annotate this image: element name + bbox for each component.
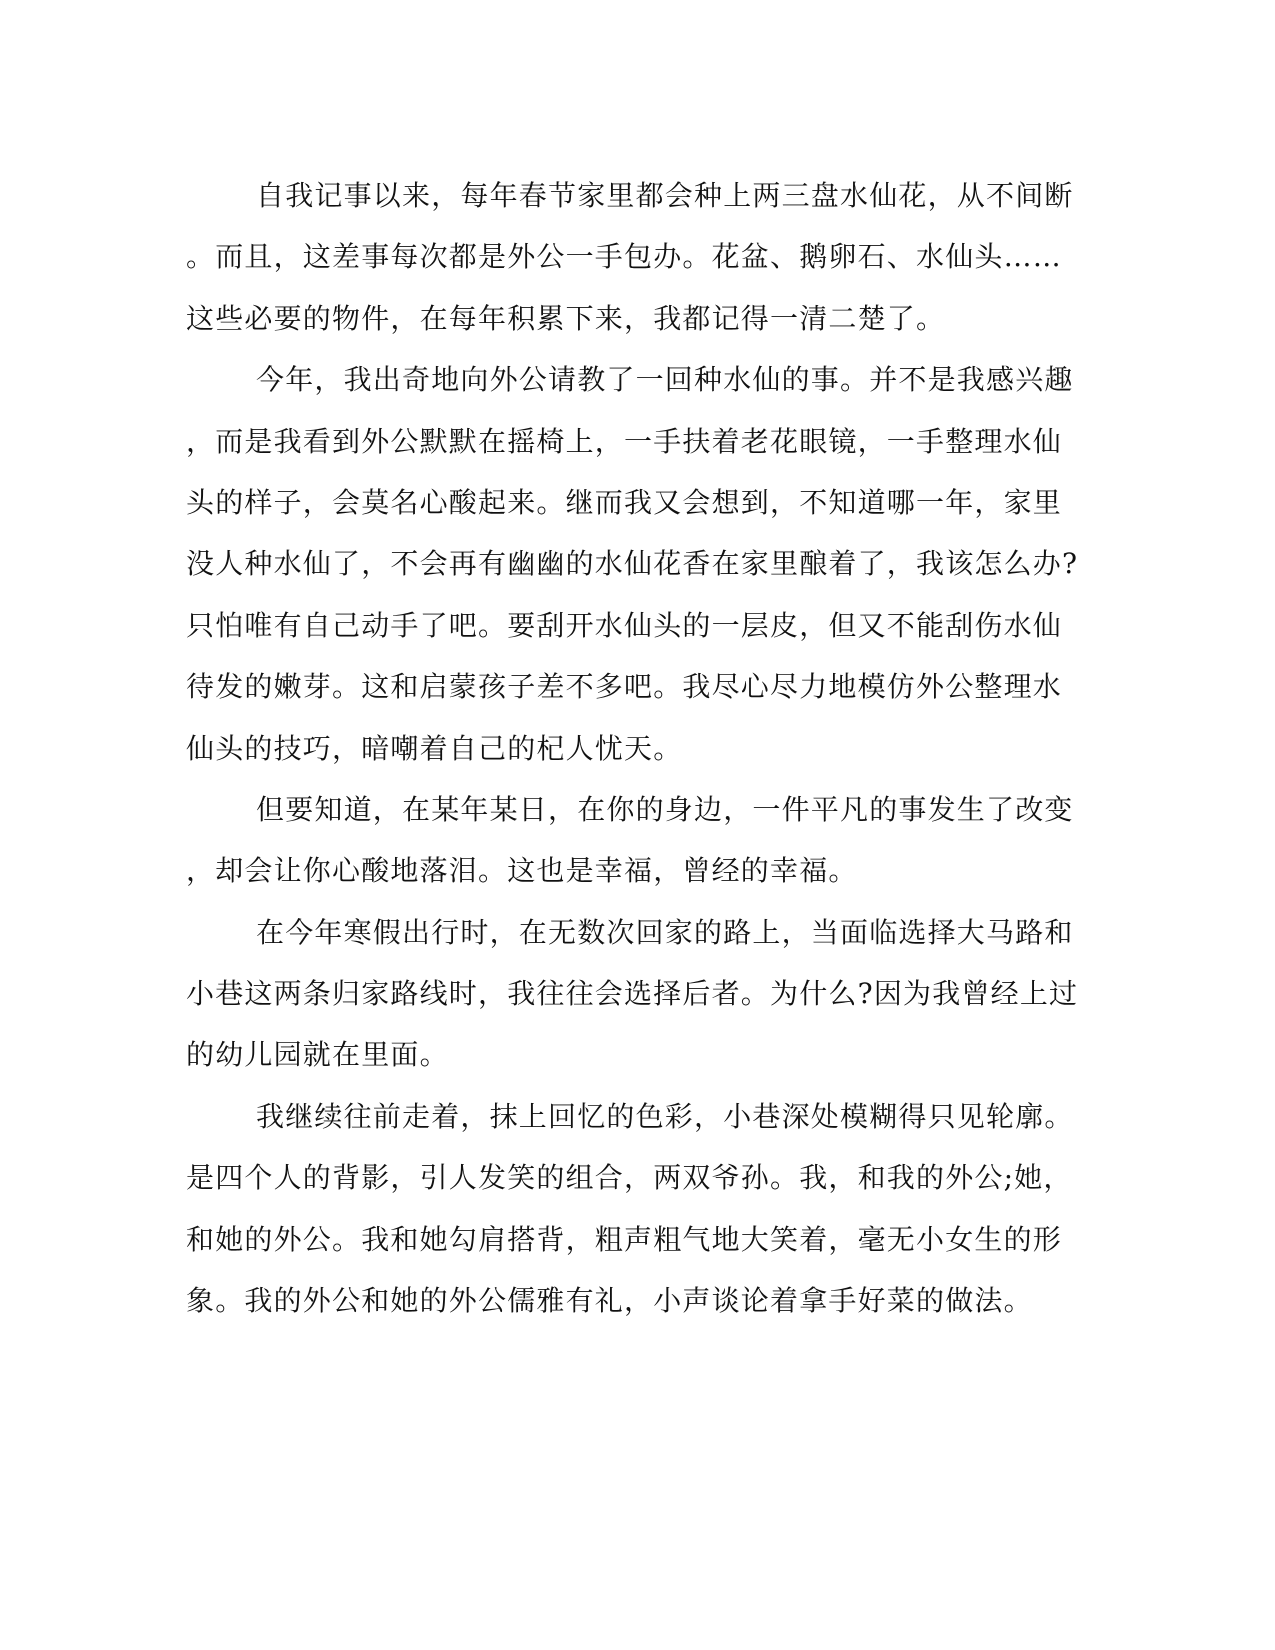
text-line: ，却会让你心酸地落泪。这也是幸福，曾经的幸福。 xyxy=(186,854,858,888)
text-line: 是四个人的背影，引人发笑的组合，两双爷孙。我，和我的外公;她， xyxy=(186,1161,1073,1195)
text-line: 和她的外公。我和她勾肩搭背，粗声粗气地大笑着，毫无小女生的形 xyxy=(186,1222,1063,1256)
text-line: 待发的嫩芽。这和启蒙孩子差不多吧。我尽心尽力地模仿外公整理水 xyxy=(186,670,1063,704)
paragraph-3 xyxy=(186,779,1074,902)
text-line: ，而是我看到外公默默在摇椅上，一手扶着老花眼镜，一手整理水仙 xyxy=(186,424,1063,458)
text-line: 自我记事以来，每年春节家里都会种上两三盘水仙花，从不间断 xyxy=(256,179,1074,212)
text-line: 在今年寒假出行时，在无数次回家的路上，当面临选择大马路和 xyxy=(256,915,1074,949)
body-text xyxy=(186,165,1079,1331)
text-line: 没人种水仙了，不会再有幽幽的水仙花香在家里酿着了，我该怎么办? xyxy=(186,547,1079,581)
text-line: 但要知道，在某年某日，在你的身边，一件平凡的事发生了改变 xyxy=(256,792,1074,826)
paragraph-5 xyxy=(186,1086,1074,1332)
text-line: 象。我的外公和她的外公儒雅有礼，小声谈论着拿手好菜的做法。 xyxy=(186,1284,1033,1318)
text-line: 今年，我出奇地向外公请教了一回种水仙的事。并不是我感兴趣 xyxy=(256,363,1074,397)
text-line: 头的样子，会莫名心酸起来。继而我又会想到，不知道哪一年，家里 xyxy=(186,485,1063,519)
text-line: 我继续往前走着，抹上回忆的色彩，小巷深处模糊得只见轮廓。 xyxy=(256,1099,1074,1133)
text-line: 。而且，这差事每次都是外公一手包办。花盆、鹅卵石、水仙头…… xyxy=(186,240,1063,274)
text-line: 的幼儿园就在里面。 xyxy=(186,1038,449,1072)
text-line: 小巷这两条归家路线时，我往往会选择后者。为什么?因为我曾经上过 xyxy=(186,977,1079,1011)
paragraph-4 xyxy=(186,902,1079,1086)
paragraph-1 xyxy=(186,165,1074,349)
text-line: 只怕唯有自己动手了吧。要刮开水仙头的一层皮，但又不能刮伤水仙 xyxy=(186,608,1063,642)
text-line: 仙头的技巧，暗嘲着自己的杞人忧天。 xyxy=(186,731,683,765)
paragraph-2 xyxy=(186,349,1079,779)
text-line: 这些必要的物件，在每年积累下来，我都记得一清二楚了。 xyxy=(186,301,946,335)
